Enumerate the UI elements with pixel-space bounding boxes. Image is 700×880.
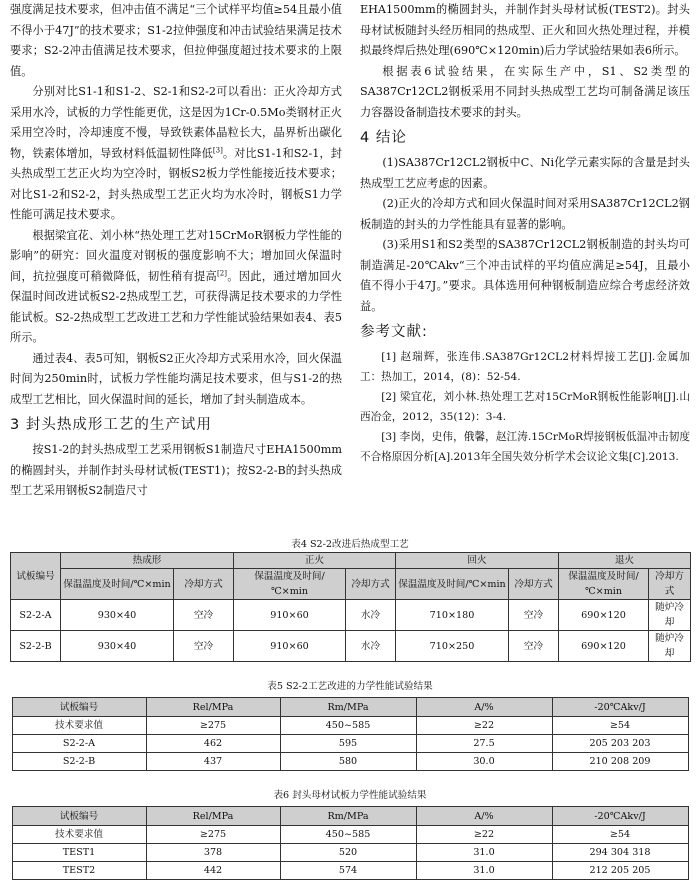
table4-group-hot-forming: 热成形 <box>61 553 234 569</box>
table4-group-row <box>11 553 691 569</box>
table4-sub-cool: 冷却方式 <box>346 569 396 600</box>
table4-group-tempering: 回火 <box>396 553 559 569</box>
left-paragraph-3-text: 根据梁宜花、刘小林“热处理工艺对15CrMoR钢板力学性能的影响”的研究：回火温度对钢板的强度影响不大；增加回火保温时间，抗拉强度可稍微降低，韧性稍有提高 <box>10 228 342 283</box>
table5-header-rm: Rm/MPa <box>280 698 416 717</box>
left-paragraph-1: 强度满足技术要求，但冲击值不满足“三个试样平均值≥54且最小值不得小于47J”的技术要求；S1-2拉伸强度和冲击试验结果满足技术要求；S2-2冲击值满足技术要求，但拉伸强度超过技术要求的上限值。 <box>10 3 342 78</box>
table-cell: ≥22 <box>416 717 552 735</box>
right-paragraph-1: EHA1500mm的椭圆封头，并制作封头母材试板(TEST2)。封头母材试板随封头经历相同的热成型、正火和回火热处理过程，并模拟最终焊后热处理(690℃×120min)后力学试验结果如表6所示。 <box>360 3 690 57</box>
table4-caption: 表4 S2-2改进后热成型工艺 <box>291 539 409 550</box>
table5-header-akv: -20℃Akv/J <box>552 698 688 717</box>
table-cell: 574 <box>280 862 416 880</box>
table-cell: 空冷 <box>174 600 234 631</box>
table5-caption: 表5 S2-2工艺改进的力学性能试验结果 <box>267 681 433 692</box>
table-cell: S2-2-A <box>11 600 61 631</box>
left-paragraph-2-end: 。对比S1-1和S2-1，封头热成型工艺正火均为空冷时，钢板S2板力学性能接近技术要求；对比S1-2和S2-2，封头热成型工艺正火均为水冷时，钢板S1力学性能可满足技术要求。 <box>10 146 342 221</box>
table-cell: 随炉冷却 <box>649 600 691 631</box>
table-cell: ≥54 <box>552 826 688 844</box>
table6-header-plate: 试板编号 <box>12 807 146 826</box>
table-cell: 空冷 <box>174 631 234 662</box>
table-cell: 450~585 <box>280 717 416 735</box>
table-cell: 930×40 <box>61 631 174 662</box>
table-cell: 水冷 <box>346 631 396 662</box>
table-row <box>11 600 691 631</box>
table6-header-row <box>12 807 688 826</box>
table-cell: 27.5 <box>416 735 552 753</box>
table-cell: 930×40 <box>61 600 174 631</box>
table-cell: TEST1 <box>12 844 146 862</box>
conclusion-1: (1)SA387Cr12CL2钢板中C、Ni化学元素实际的含量是封头热成型工艺应考虑的因素。 <box>360 156 690 190</box>
table-row <box>12 844 688 862</box>
right-column <box>360 0 690 467</box>
table-cell: 450~585 <box>280 826 416 844</box>
table-cell: 910×60 <box>234 631 346 662</box>
table-cell: 294 304 318 <box>552 844 688 862</box>
table-cell: ≥275 <box>146 717 280 735</box>
section-4-heading: 4 结论 <box>360 130 407 146</box>
table5-header-rel: Rel/MPa <box>146 698 280 717</box>
table-cell: 205 203 203 <box>552 735 688 753</box>
tables-area <box>10 538 690 880</box>
table4-group-normalizing: 正火 <box>234 553 396 569</box>
citation-3: [3] <box>212 145 223 154</box>
table-cell: 技术要求值 <box>12 826 146 844</box>
table4-sub-cool: 冷却方式 <box>649 569 691 600</box>
table-cell: 随炉冷却 <box>649 631 691 662</box>
table4-group-annealing: 退火 <box>559 553 691 569</box>
table5 <box>12 697 689 771</box>
table6-header-akv: -20℃Akv/J <box>552 807 688 826</box>
left-paragraph-4: 通过表4、表5可知，钢板S2正火冷却方式采用水冷，回火保温时间为250min时，试板力学性能均满足技术要求，但与S1-2的热成型工艺相比，回火保温时间的延长，增加了封头制造成本。 <box>10 351 342 406</box>
table4-sub-cool: 冷却方式 <box>509 569 559 600</box>
table-cell: 710×250 <box>396 631 509 662</box>
left-paragraph-5: 按S1-2的封头热成型工艺采用钢板S1制造尺寸EHA1500mm的椭圆封头，并制作封头母材试板(TEST1)；按S2-2-B的封头热成型工艺采用钢板S2制造尺寸 <box>10 443 342 497</box>
left-paragraph-3 <box>10 226 342 349</box>
table-cell: 910×60 <box>234 600 346 631</box>
table-cell: 710×180 <box>396 600 509 631</box>
table-row <box>12 717 688 735</box>
table-cell: 技术要求值 <box>12 717 146 735</box>
left-paragraph-3-end: 。因此，通过增加回火保温时间改进试板S2-2热成型工艺，可获得满足技术要求的力学性能试板。S2-2热成型工艺改进工艺和力学性能试验结果如表4、表5所示。 <box>10 269 342 344</box>
table6 <box>12 806 689 880</box>
table-cell: 442 <box>146 862 280 880</box>
table-cell: 水冷 <box>346 600 396 631</box>
table6-header-rel: Rel/MPa <box>146 807 280 826</box>
table4 <box>10 552 691 662</box>
table-cell: 580 <box>280 753 416 771</box>
table4-sub-temp: 保温温度及时间/℃×min <box>61 569 174 600</box>
conclusion-2: (2)正火的冷却方式和回火保温时间对采用SA387Cr12CL2钢板制造的封头的力学性能具有显著的影响。 <box>360 197 690 231</box>
section-3-heading: 3 封头热成形工艺的生产试用 <box>10 417 212 433</box>
reference-3: [3] 李岗，史伟，俄馨，赵江涛.15CrMoR焊接钢板低温冲击韧度不合格原因分析[A].2013年全国失效分析学术会议论文集[C].2013. <box>360 431 690 463</box>
table-cell: ≥54 <box>552 717 688 735</box>
table-cell: 210 208 209 <box>552 753 688 771</box>
right-paragraph-2: 根据表6试验结果，在实际生产中，S1、S2类型的SA387Cr12CL2钢板采用不同封头热成型工艺均可制备满足该压力容器设备制造技术要求的封头。 <box>360 64 690 119</box>
left-column <box>10 0 342 502</box>
table-cell: S2-2-A <box>12 735 146 753</box>
table6-header-a: A/% <box>416 807 552 826</box>
table-cell: S2-2-B <box>12 753 146 771</box>
table-row <box>12 862 688 880</box>
citation-2: [2] <box>217 268 227 277</box>
table-cell: 462 <box>146 735 280 753</box>
table-cell: 520 <box>280 844 416 862</box>
table-cell: 212 205 205 <box>552 862 688 880</box>
table-cell: 595 <box>280 735 416 753</box>
table-cell: 31.0 <box>416 862 552 880</box>
left-paragraph-2 <box>10 82 342 226</box>
reference-1: [1] 赵瑞辉，张连伟.SA387Gr12CL2材料焊接工艺[J].金属加工：热加工，2014，(8)：52-54. <box>360 351 690 383</box>
table4-plate-header: 试板编号 <box>11 553 61 600</box>
table4-sub-row <box>11 569 691 600</box>
references-heading: 参考文献: <box>360 324 428 340</box>
table-cell: 31.0 <box>416 844 552 862</box>
table-cell: 437 <box>146 753 280 771</box>
table-cell: TEST2 <box>12 862 146 880</box>
table-cell: 690×120 <box>559 600 649 631</box>
table-row <box>12 753 688 771</box>
table5-header-a: A/% <box>416 698 552 717</box>
left-paragraph-2-text: 分别对比S1-1和S1-2、S2-1和S2-2可以看出：正火冷却方式采用水冷，试板的力学性能更优，这是因为1Cr-0.5Mo类钢材正火采用空冷时，冷却速度不慢，导致铁素体晶粒长大，晶界析出碳化物，铁素体增加，导致材料低温韧性降低 <box>10 85 342 160</box>
table-cell: 空冷 <box>509 631 559 662</box>
table4-sub-cool: 冷却方式 <box>174 569 234 600</box>
table-cell: S2-2-B <box>11 631 61 662</box>
table-cell: 690×120 <box>559 631 649 662</box>
table-row <box>12 826 688 844</box>
table-cell: 378 <box>146 844 280 862</box>
table-cell: 30.0 <box>416 753 552 771</box>
table6-caption: 表6 封头母材试板力学性能试验结果 <box>273 790 427 801</box>
table4-sub-temp: 保温温度及时间/℃×min <box>396 569 509 600</box>
conclusion-3: (3)采用S1和S2类型的SA387Cr12CL2钢板制造的封头均可制造满足-20℃Akv“三个冲击试样的平均值应满足≥54J，且最小值不得小于47J。”要求。具体选用何种钢板制造应综合考虑经济效益。 <box>360 238 690 313</box>
table-cell: 空冷 <box>509 600 559 631</box>
table4-sub-temp: 保温温度及时间/℃×min <box>559 569 649 600</box>
table-cell: ≥275 <box>146 826 280 844</box>
table-row <box>12 735 688 753</box>
table5-header-plate: 试板编号 <box>12 698 146 717</box>
reference-2: [2] 梁宜花，刘小林.热处理工艺对15CrMoR钢板性能影响[J].山西冶金，2012，35(12)：3-4. <box>360 391 690 423</box>
table4-sub-temp: 保温温度及时间/℃×min <box>234 569 346 600</box>
table-row <box>11 631 691 662</box>
table-cell: ≥22 <box>416 826 552 844</box>
table5-header-row <box>12 698 688 717</box>
table6-header-rm: Rm/MPa <box>280 807 416 826</box>
